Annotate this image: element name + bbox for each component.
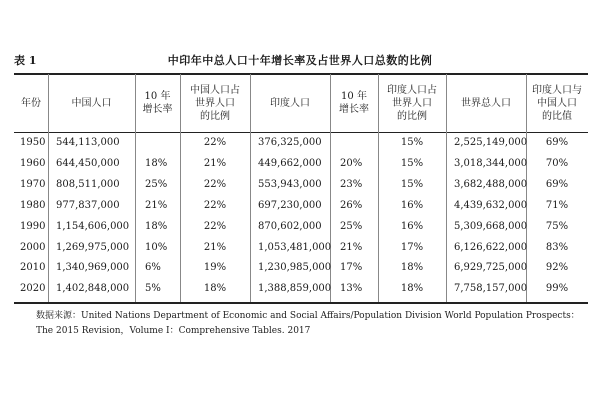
- cell-india-growth: 23%: [340, 178, 363, 190]
- header-line: 世界人口: [392, 97, 432, 109]
- cell-world-pop: 7,758,157,000: [454, 283, 528, 295]
- cell-china-growth: 5%: [145, 283, 161, 295]
- header-line: 印度人口占: [387, 84, 437, 96]
- cell-year: 1990: [20, 220, 46, 232]
- cell-india-china-ratio: 99%: [545, 283, 569, 295]
- header-china-share: [180, 84, 250, 123]
- cell-world-pop: 2,525,149,000: [454, 137, 528, 148]
- cell-china-pop: 544,113,000: [56, 137, 120, 148]
- cell-china-share: 22%: [203, 137, 227, 148]
- cell-china-growth: 10%: [145, 241, 168, 253]
- cell-india-growth: 13%: [340, 283, 363, 295]
- header-line: 印度人口: [270, 97, 310, 109]
- cell-china-share: 19%: [203, 262, 227, 274]
- cell-china-growth: 6%: [145, 262, 161, 274]
- table-bottom-rule: [14, 302, 588, 304]
- header-line: 中国人口: [71, 97, 112, 109]
- header-line: 10 年: [144, 91, 171, 102]
- header-india-pop: [250, 97, 330, 110]
- cell-india-pop: 1,230,985,000: [258, 262, 332, 274]
- cell-india-pop: 376,325,000: [258, 137, 322, 148]
- cell-india-growth: 26%: [340, 199, 363, 211]
- cell-year: 2020: [20, 283, 46, 295]
- cell-india-growth: 25%: [340, 220, 363, 232]
- cell-world-pop: 4,439,632,000: [454, 199, 528, 211]
- cell-china-pop: 808,511,000: [56, 178, 120, 190]
- cell-india-china-ratio: 83%: [545, 241, 569, 253]
- header-line: 10 年: [341, 91, 367, 102]
- cell-india-china-ratio: 75%: [545, 220, 569, 232]
- cell-world-pop: 6,929,725,000: [454, 262, 528, 274]
- cell-year: 1970: [20, 178, 46, 190]
- header-line: 世界人口: [195, 97, 235, 109]
- table-header-rule: [14, 132, 588, 133]
- cell-world-pop: 6,126,622,000: [454, 241, 528, 253]
- cell-china-pop: 1,269,975,000: [56, 241, 130, 253]
- header-china-growth: [135, 90, 180, 116]
- cell-india-china-ratio: 69%: [545, 137, 569, 148]
- header-line: 的比例: [397, 110, 427, 122]
- cell-china-share: 18%: [203, 283, 227, 295]
- cell-year: 2000: [20, 241, 46, 253]
- table-title: 中印年中总人口十年增长率及占世界人口总数的比例: [167, 54, 433, 67]
- cell-china-share: 21%: [203, 241, 227, 253]
- cell-year: 1960: [20, 157, 46, 169]
- cell-year: 1980: [20, 199, 46, 211]
- header-line: 中国人口: [537, 97, 577, 109]
- cell-india-china-ratio: 70%: [545, 157, 569, 169]
- cell-india-growth: 17%: [340, 262, 363, 274]
- source-note: 数据来源：United Nations Department of Economic and Social Affairs/Population Division World Population Prospects：The 2015 Revision，Volume I：Comprehensive Tables. 2017: [36, 311, 580, 336]
- cell-india-share: 18%: [400, 283, 424, 295]
- cell-india-growth: 21%: [340, 241, 363, 253]
- cell-india-share: 15%: [400, 178, 424, 190]
- cell-china-pop: 644,450,000: [56, 157, 120, 169]
- header-line: 的比例: [200, 110, 230, 122]
- cell-india-growth: 20%: [340, 157, 363, 169]
- cell-world-pop: 3,018,344,000: [454, 157, 528, 169]
- cell-china-growth: 18%: [145, 220, 168, 232]
- cell-india-pop: 449,662,000: [258, 157, 322, 169]
- cell-china-growth: 21%: [145, 199, 168, 211]
- cell-china-pop: 1,340,969,000: [56, 262, 130, 274]
- table-caption: [8, 52, 592, 70]
- cell-china-growth: 25%: [145, 178, 168, 190]
- header-line: 增长率: [339, 104, 369, 115]
- cell-india-pop: 1,053,481,000: [258, 241, 332, 253]
- cell-india-pop: 553,943,000: [258, 178, 322, 190]
- header-line: 印度人口与: [532, 84, 582, 96]
- cell-china-pop: 977,837,000: [56, 199, 120, 211]
- table-top-rule: [14, 73, 588, 75]
- header-china-pop: [48, 97, 135, 110]
- cell-year: 2010: [20, 262, 46, 274]
- cell-india-china-ratio: 69%: [545, 178, 569, 190]
- header-india-growth: [330, 90, 378, 116]
- header-line: 的比值: [542, 110, 572, 122]
- cell-india-pop: 697,230,000: [258, 199, 322, 211]
- cell-india-share: 15%: [400, 137, 424, 148]
- cell-india-pop: 870,602,000: [258, 220, 322, 232]
- cell-india-share: 18%: [400, 262, 424, 274]
- cell-india-pop: 1,388,859,000: [258, 283, 332, 295]
- cell-india-share: 15%: [400, 157, 424, 169]
- cell-year: 1950: [20, 137, 46, 148]
- header-line: 年份: [21, 97, 41, 109]
- header-line: 世界总人口: [461, 97, 511, 109]
- cell-india-share: 17%: [400, 241, 424, 253]
- cell-china-pop: 1,402,848,000: [56, 283, 130, 295]
- header-world-pop: [446, 97, 526, 110]
- cell-china-growth: 18%: [145, 157, 168, 169]
- cell-world-pop: 3,682,488,000: [454, 178, 528, 190]
- cell-china-share: 22%: [203, 178, 227, 190]
- cell-world-pop: 5,309,668,000: [454, 220, 528, 232]
- cell-china-share: 22%: [203, 220, 227, 232]
- cell-china-share: 21%: [203, 157, 227, 169]
- header-india-china-ratio: [526, 84, 588, 123]
- table-number: 表 1: [14, 54, 37, 67]
- cell-india-china-ratio: 92%: [545, 262, 569, 274]
- header-line: 增长率: [142, 104, 173, 115]
- cell-china-pop: 1,154,606,000: [56, 220, 130, 232]
- header-line: 中国人口占: [190, 84, 240, 96]
- header-year: [14, 97, 48, 110]
- cell-india-share: 16%: [400, 220, 424, 232]
- cell-india-share: 16%: [400, 199, 424, 211]
- cell-china-share: 22%: [203, 199, 227, 211]
- header-india-share: [378, 84, 446, 123]
- cell-india-china-ratio: 71%: [545, 199, 569, 211]
